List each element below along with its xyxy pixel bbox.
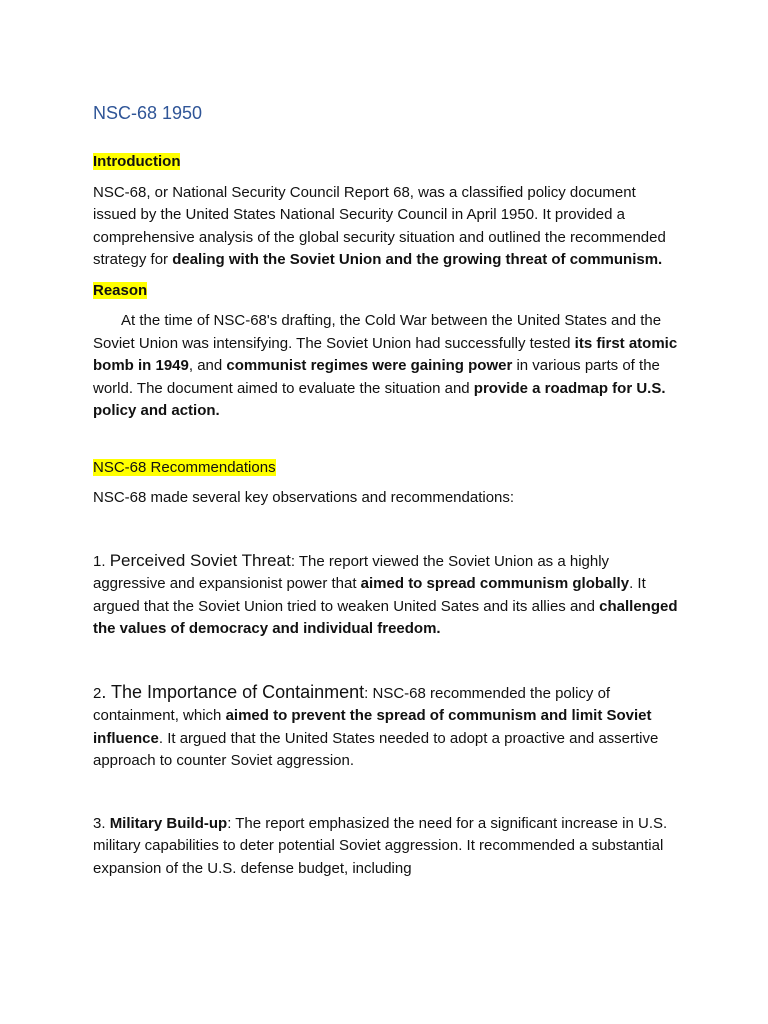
item-3-number: 3.: [93, 814, 110, 832]
reason-bold-2: communist regimes were gaining power: [226, 357, 513, 374]
item-1-bold-1: aimed to spread communism globally: [360, 575, 630, 592]
item-2-number: 2: [93, 684, 102, 702]
introduction-heading: [93, 151, 683, 174]
document-title: NSC-68 1950: [93, 103, 203, 123]
item-3-title: Military Build-up: [109, 814, 228, 832]
item-1-title: Perceived Soviet Threat: [109, 550, 291, 570]
item-2-title: . The Importance of Containment: [101, 681, 365, 702]
item-3-text-1: : The report emphasized the need for a significant increase in U.S. military capabilities to deter potential Soviet aggression. It recommended a substantial expansion of the U.S. defense budget, including: [93, 814, 668, 877]
reason-heading-highlight: Reason: [93, 281, 148, 299]
item-2-bold-1: aimed to prevent the spread of communism and limit Soviet influence: [93, 707, 652, 747]
recommendation-item-3: [93, 813, 683, 881]
introduction-heading-highlight: Introduction: [93, 153, 181, 170]
item-1-text-1: : The report viewed the Soviet Union as a highly aggressive and expansionist power that: [93, 552, 610, 592]
item-1-text-2: . It argued that the Soviet Union tried to weaken United Sates and its allies and: [93, 575, 646, 615]
recommendations-heading: [93, 457, 683, 480]
item-2-text-2: . It argued that the United States needed to adopt a proactive and assertive approach to counter Soviet aggression.: [93, 729, 659, 769]
item-1-number: 1.: [93, 552, 110, 570]
recommendations-intro: NSC-68 made several key observations and recommendations:: [93, 489, 515, 506]
introduction-bold-1: dealing with the Soviet Union and the growing threat of communism.: [172, 251, 663, 268]
item-1-bold-2: challenged the values of democracy and individual freedom.: [93, 597, 678, 637]
recommendation-item-1: [93, 550, 683, 641]
reason-bold-1: its first atomic bomb in 1949: [93, 334, 678, 374]
recommendation-item-2: [93, 681, 683, 773]
introduction-paragraph: [93, 182, 683, 272]
document-body: [93, 100, 683, 888]
reason-text-1: At the time of NSC-68's drafting, the Cold War between the United States and the Soviet Union was intensifying. The Soviet Union had successfully tested: [93, 312, 662, 352]
reason-text-3: in various parts of the world. The document aimed to evaluate the situation and: [93, 357, 660, 397]
reason-bold-3: provide a roadmap for U.S. policy and action.: [93, 379, 666, 419]
reason-paragraph: [93, 310, 683, 423]
recommendations-heading-highlight: NSC-68 Recommendations: [93, 458, 276, 476]
item-2-text-1: : NSC-68 recommended the policy of containment, which: [93, 684, 611, 724]
introduction-text-1: NSC-68, or National Security Council Report 68, was a classified policy document issued by the United States National Security Council in April 1950. It provided a comprehensive analysis of the global security situation and outlined the recommended strategy for: [93, 183, 666, 268]
reason-heading: [93, 280, 683, 303]
reason-text-2: , and: [188, 357, 227, 374]
